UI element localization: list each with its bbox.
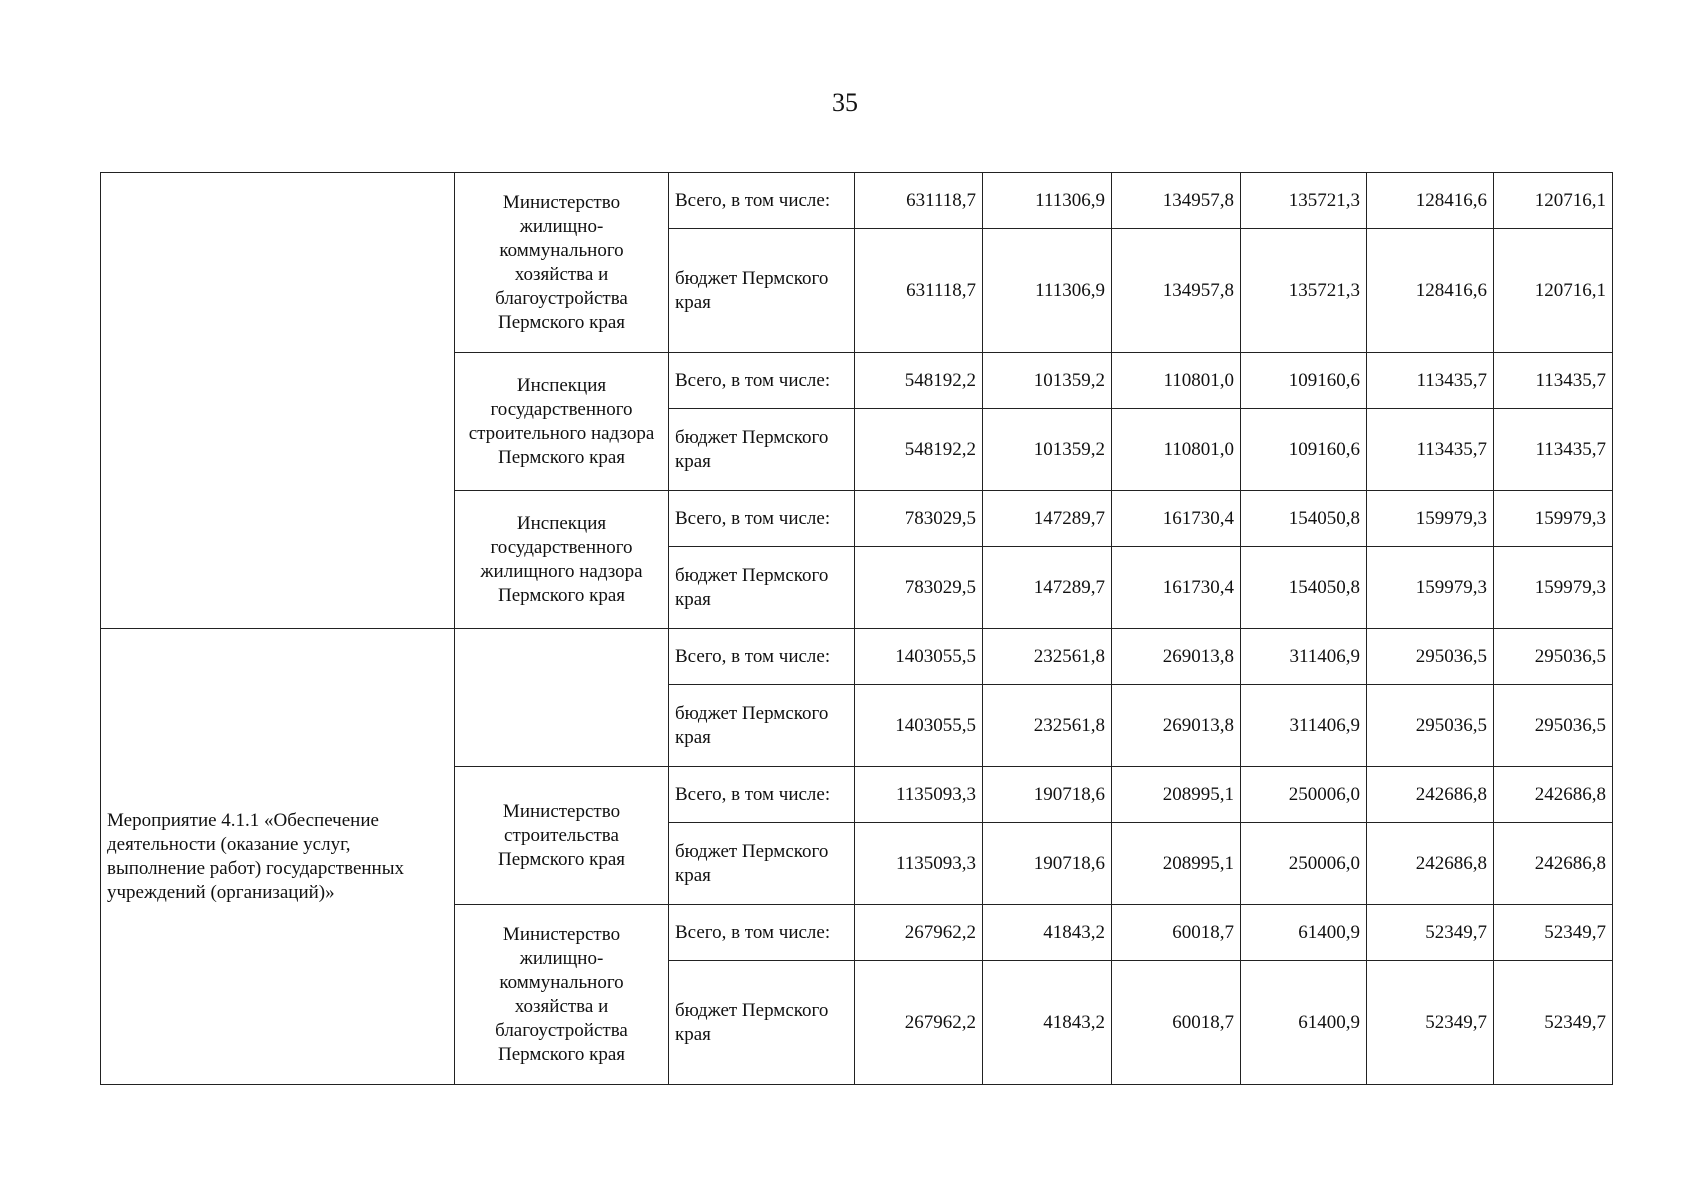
amount-cell: 242686,8: [1367, 767, 1494, 823]
amount-cell: 111306,9: [983, 173, 1112, 229]
amount-cell: 631118,7: [855, 173, 983, 229]
amount-cell: 61400,9: [1241, 905, 1367, 961]
amount-cell: 128416,6: [1367, 229, 1494, 353]
amount-cell: 159979,3: [1494, 491, 1613, 547]
amount-cell: 109160,6: [1241, 409, 1367, 491]
amount-cell: 159979,3: [1494, 547, 1613, 629]
amount-cell: 208995,1: [1112, 823, 1241, 905]
amount-cell: 295036,5: [1494, 685, 1613, 767]
amount-cell: 783029,5: [855, 547, 983, 629]
funding-source-cell: Всего, в том числе:: [669, 767, 855, 823]
funding-source-cell: бюджет Пермского края: [669, 685, 855, 767]
amount-cell: 101359,2: [983, 353, 1112, 409]
organization-cell: Министерство жилищно-коммунального хозяйства и благоустройства Пермского края: [455, 173, 669, 353]
amount-cell: 242686,8: [1494, 767, 1613, 823]
amount-cell: 1403055,5: [855, 629, 983, 685]
amount-cell: 60018,7: [1112, 905, 1241, 961]
amount-cell: 267962,2: [855, 961, 983, 1085]
funding-source-cell: бюджет Пермского края: [669, 547, 855, 629]
budget-table: [100, 172, 1613, 1085]
amount-cell: 311406,9: [1241, 685, 1367, 767]
amount-cell: 161730,4: [1112, 547, 1241, 629]
amount-cell: 120716,1: [1494, 229, 1613, 353]
amount-cell: 242686,8: [1367, 823, 1494, 905]
amount-cell: 147289,7: [983, 491, 1112, 547]
amount-cell: 783029,5: [855, 491, 983, 547]
amount-cell: 154050,8: [1241, 491, 1367, 547]
amount-cell: 190718,6: [983, 767, 1112, 823]
amount-cell: 232561,8: [983, 629, 1112, 685]
amount-cell: 147289,7: [983, 547, 1112, 629]
organization-cell: Министерство строительства Пермского края: [455, 767, 669, 905]
amount-cell: 295036,5: [1367, 629, 1494, 685]
event-cell: [101, 173, 455, 629]
amount-cell: 159979,3: [1367, 547, 1494, 629]
amount-cell: 242686,8: [1494, 823, 1613, 905]
amount-cell: 161730,4: [1112, 491, 1241, 547]
amount-cell: 113435,7: [1494, 353, 1613, 409]
amount-cell: 128416,6: [1367, 173, 1494, 229]
amount-cell: 1135093,3: [855, 767, 983, 823]
funding-source-cell: Всего, в том числе:: [669, 491, 855, 547]
amount-cell: 250006,0: [1241, 767, 1367, 823]
amount-cell: 113435,7: [1494, 409, 1613, 491]
organization-cell: Министерство жилищно-коммунального хозяйства и благоустройства Пермского края: [455, 905, 669, 1085]
amount-cell: 111306,9: [983, 229, 1112, 353]
amount-cell: 135721,3: [1241, 173, 1367, 229]
amount-cell: 52349,7: [1494, 961, 1613, 1085]
table-row-total: [101, 629, 1613, 685]
amount-cell: 134957,8: [1112, 229, 1241, 353]
organization-cell: [455, 629, 669, 767]
amount-cell: 548192,2: [855, 353, 983, 409]
table-row-total: [101, 173, 1613, 229]
amount-cell: 101359,2: [983, 409, 1112, 491]
amount-cell: 109160,6: [1241, 353, 1367, 409]
funding-source-cell: бюджет Пермского края: [669, 229, 855, 353]
amount-cell: 41843,2: [983, 905, 1112, 961]
amount-cell: 548192,2: [855, 409, 983, 491]
amount-cell: 269013,8: [1112, 685, 1241, 767]
amount-cell: 1135093,3: [855, 823, 983, 905]
funding-source-cell: бюджет Пермского края: [669, 823, 855, 905]
funding-source-cell: Всего, в том числе:: [669, 905, 855, 961]
funding-source-cell: бюджет Пермского края: [669, 409, 855, 491]
amount-cell: 190718,6: [983, 823, 1112, 905]
funding-source-cell: Всего, в том числе:: [669, 629, 855, 685]
amount-cell: 631118,7: [855, 229, 983, 353]
page-number: 35: [832, 88, 858, 117]
amount-cell: 52349,7: [1494, 905, 1613, 961]
amount-cell: 208995,1: [1112, 767, 1241, 823]
organization-cell: Инспекция государственного жилищного надзора Пермского края: [455, 491, 669, 629]
event-cell: Мероприятие 4.1.1 «Обеспечение деятельности (оказание услуг, выполнение работ) государственных учреждений (организаций)»: [101, 629, 455, 1085]
funding-source-cell: Всего, в том числе:: [669, 353, 855, 409]
amount-cell: 232561,8: [983, 685, 1112, 767]
amount-cell: 52349,7: [1367, 905, 1494, 961]
amount-cell: 311406,9: [1241, 629, 1367, 685]
amount-cell: 159979,3: [1367, 491, 1494, 547]
funding-source-cell: бюджет Пермского края: [669, 961, 855, 1085]
amount-cell: 154050,8: [1241, 547, 1367, 629]
amount-cell: 110801,0: [1112, 353, 1241, 409]
amount-cell: 1403055,5: [855, 685, 983, 767]
amount-cell: 60018,7: [1112, 961, 1241, 1085]
amount-cell: 52349,7: [1367, 961, 1494, 1085]
amount-cell: 113435,7: [1367, 353, 1494, 409]
amount-cell: 250006,0: [1241, 823, 1367, 905]
organization-cell: Инспекция государственного строительного надзора Пермского края: [455, 353, 669, 491]
amount-cell: 135721,3: [1241, 229, 1367, 353]
table-body: [101, 173, 1613, 1085]
amount-cell: 134957,8: [1112, 173, 1241, 229]
amount-cell: 295036,5: [1367, 685, 1494, 767]
amount-cell: 267962,2: [855, 905, 983, 961]
amount-cell: 113435,7: [1367, 409, 1494, 491]
amount-cell: 61400,9: [1241, 961, 1367, 1085]
amount-cell: 41843,2: [983, 961, 1112, 1085]
amount-cell: 120716,1: [1494, 173, 1613, 229]
amount-cell: 269013,8: [1112, 629, 1241, 685]
amount-cell: 295036,5: [1494, 629, 1613, 685]
funding-source-cell: Всего, в том числе:: [669, 173, 855, 229]
amount-cell: 110801,0: [1112, 409, 1241, 491]
